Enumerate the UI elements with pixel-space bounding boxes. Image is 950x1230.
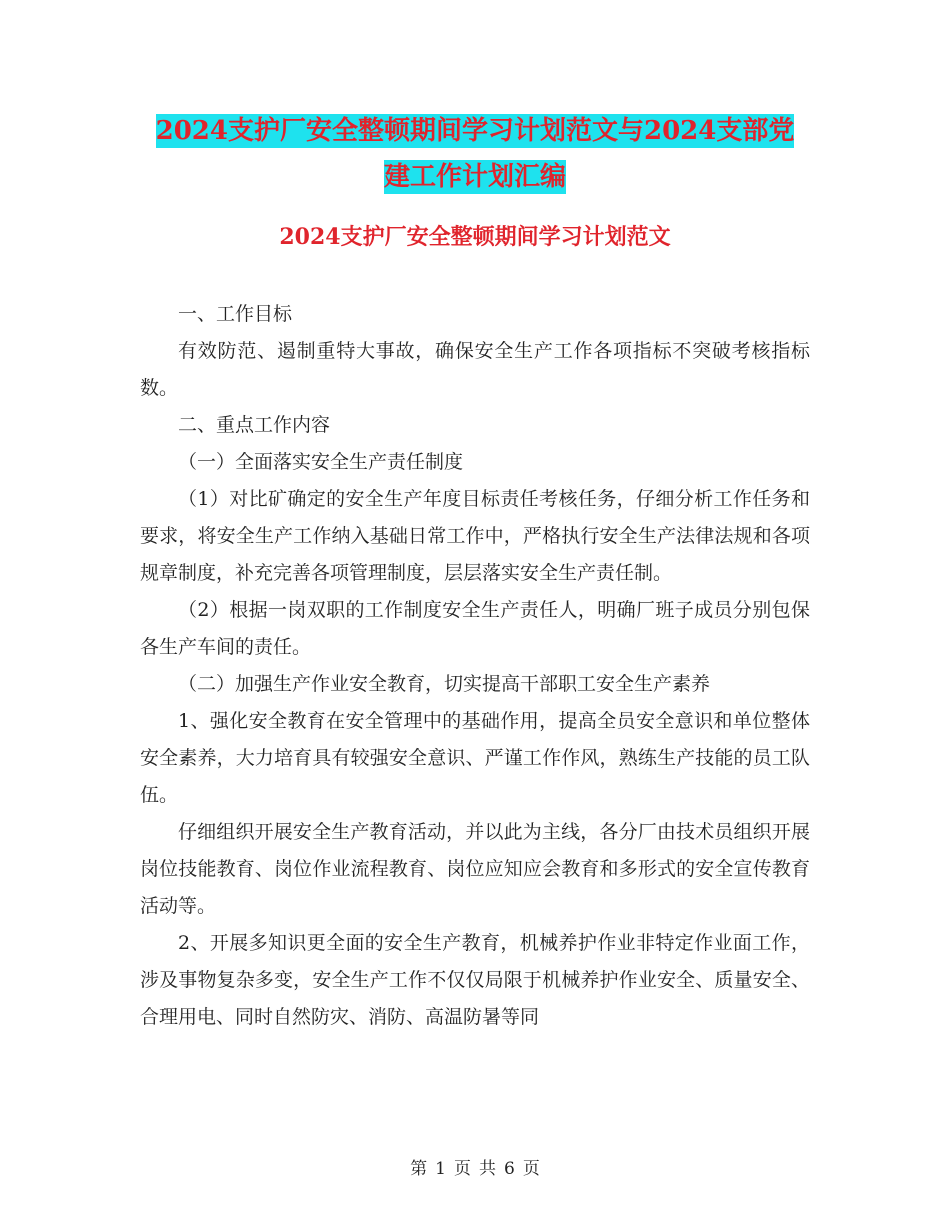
- paragraph: 有效防范、遏制重特大事故，确保安全生产工作各项指标不突破考核指标数。: [140, 340, 810, 399]
- paragraph: 一、工作目标: [178, 303, 293, 325]
- document-body: [140, 296, 810, 1036]
- paragraph: 2、开展多知识更全面的安全生产教育，机械养护作业非特定作业面工作，涉及事物复杂多变，安全生产工作不仅仅局限于机械养护作业安全、质量安全、合理用电、同时自然防灾、消防、高温防暑等同: [140, 932, 810, 1028]
- footer-total-pages: 6: [504, 1159, 515, 1179]
- paragraph: （二）加强生产作业安全教育，切实提高干部职工安全生产素养: [178, 673, 711, 695]
- paragraph: （2）根据一岗双职的工作制度安全生产责任人，明确厂班子成员分别包保各生产车间的责任。: [140, 599, 810, 658]
- page-footer: [0, 1154, 950, 1179]
- paragraph: 1、强化安全教育在安全管理中的基础作用，提高全员安全意识和单位整体安全素养，大力培育具有较强安全意识、严谨工作作风，熟练生产技能的员工队伍。: [140, 710, 810, 806]
- footer-suffix: 页: [522, 1159, 540, 1179]
- paragraph: 二、重点工作内容: [178, 414, 331, 436]
- footer-page-word: 页: [454, 1159, 471, 1179]
- document-title: [140, 108, 810, 200]
- section-title: 2024支护厂安全整顿期间学习计划范文: [279, 224, 671, 250]
- footer-page-number: 1: [435, 1159, 446, 1179]
- paragraph: 仔细组织开展安全生产教育活动，并以此为主线，各分厂由技术员组织开展岗位技能教育、岗位作业流程教育、岗位应知应会教育和多形式的安全宣传教育活动等。: [140, 821, 810, 917]
- footer-prefix: 第: [410, 1159, 428, 1179]
- title-line-2: 建工作计划汇编: [383, 162, 566, 192]
- footer-total-word: 共: [479, 1159, 496, 1179]
- paragraph: （1）对比矿确定的安全生产年度目标责任考核任务，仔细分析工作任务和要求，将安全生产工作纳入基础日常工作中，严格执行安全生产法律法规和各项规章制度，补充完善各项管理制度，层层落实安全生产责任制。: [140, 488, 810, 584]
- title-line-1: 2024支护厂安全整顿期间学习计划范文与2024支部党: [155, 116, 795, 146]
- paragraph: （一）全面落实安全生产责任制度: [178, 451, 464, 473]
